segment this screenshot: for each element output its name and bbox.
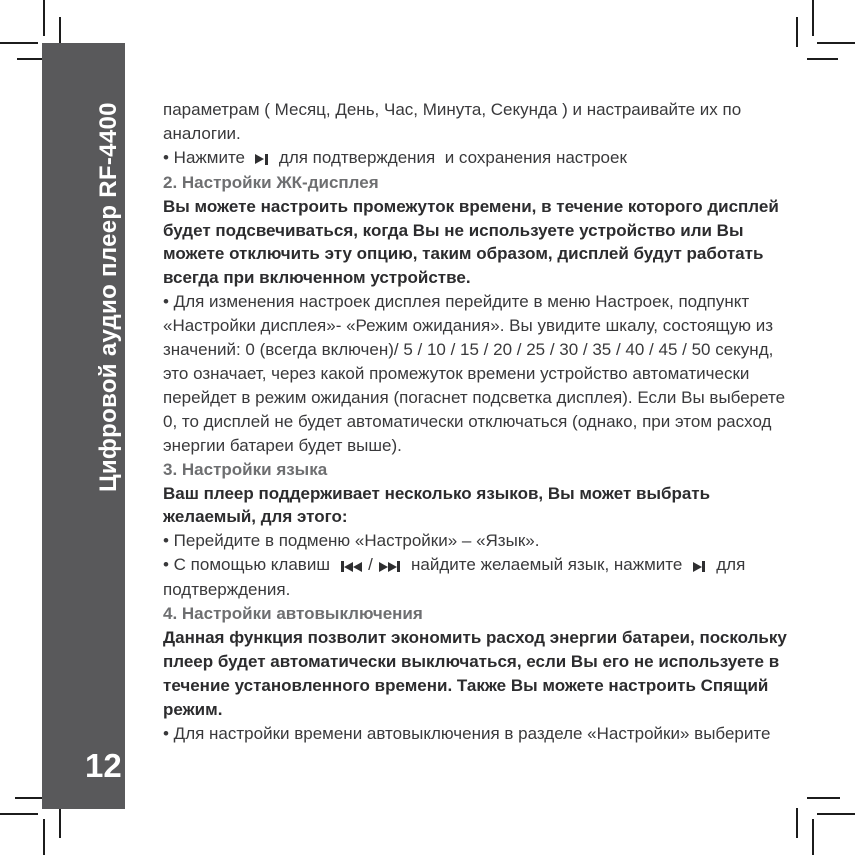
text-line: это означает, через какой промежуток времени устройство автоматически xyxy=(163,363,750,383)
text-line: • Нажмите для подтверждения и сохранения настроек xyxy=(163,146,853,171)
text-line: плеер будет автоматически выключаться, если Вы его не используете в xyxy=(163,651,780,671)
page-number: 12 xyxy=(85,747,122,784)
sidebar-product-title: Цифровой аудио плеер RF-4400 xyxy=(95,102,122,492)
text-line: течение установленного времени. Также Вы можете настроить Спящий xyxy=(163,675,769,695)
section-heading: 4. Настройки автовыключения xyxy=(163,604,423,624)
text-line: значений: 0 (всегда включен)/ 5 / 10 / 15 / 20 / 25 / 30 / 35 / 40 / 45 / 50 секунд, xyxy=(163,340,774,360)
prev-track-icon xyxy=(340,554,362,578)
crop-mark xyxy=(817,42,855,44)
text-line: • Для изменения настроек дисплея перейдите в меню Настроек, подпункт xyxy=(163,292,750,312)
crop-mark xyxy=(817,813,855,815)
text-line: Ваш плеер поддерживает несколько языков, Вы может выбрать xyxy=(163,483,711,503)
crop-mark xyxy=(0,813,38,815)
crop-mark xyxy=(59,808,61,838)
text-line: аналогии. xyxy=(163,123,241,143)
play-confirm-icon xyxy=(255,147,268,171)
text-line: режим. xyxy=(163,699,223,719)
crop-mark xyxy=(807,58,838,60)
crop-mark xyxy=(812,0,814,36)
text-line: • Перейдите в подменю «Настройки» – «Язык». xyxy=(163,531,540,551)
play-confirm-icon xyxy=(693,554,706,578)
next-track-icon xyxy=(379,554,401,578)
crop-mark xyxy=(43,0,45,36)
section-heading: 3. Настройки языка xyxy=(163,459,328,479)
text-line: будет подсвечиваться, когда Вы не используете устройство или Вы xyxy=(163,220,744,240)
text-line: параметрам ( Месяц, День, Час, Минута, Секунда ) и настраивайте их по xyxy=(163,100,742,119)
section-heading: 2. Настройки ЖК-дисплея xyxy=(163,172,379,192)
text-line: подтверждения. xyxy=(163,580,291,600)
crop-mark xyxy=(0,42,38,44)
text-line: можете отключить эту опцию, таким образом, дисплей будут работать xyxy=(163,244,764,264)
sidebar xyxy=(42,43,125,809)
crop-mark xyxy=(796,808,798,838)
text-line: желаемый, для этого: xyxy=(163,507,348,527)
text-line: Данная функция позволит экономить расход энергии батареи, поскольку xyxy=(163,627,787,647)
text-line: перейдет в режим ожидания (погаснет подсветка дисплея). Если Вы выберете xyxy=(163,387,786,407)
text-line: Вы можете настроить промежуток времени, в течение которого дисплей xyxy=(163,196,779,216)
text-line: • Для настройки времени автовыключения в разделе «Настройки» выберите xyxy=(163,723,771,743)
crop-mark xyxy=(812,819,814,855)
manual-content xyxy=(163,98,853,745)
crop-mark xyxy=(807,797,840,799)
text-line: • С помощью клавиш / найдите желаемый язык, нажмите для xyxy=(163,553,853,578)
crop-mark xyxy=(796,17,798,47)
text-line: «Настройки дисплея»- «Режим ожидания». Вы увидите шкалу, состоящую из xyxy=(163,316,774,336)
text-line: энергии батареи будет выше). xyxy=(163,435,402,455)
text-line: всегда при включенном устройстве. xyxy=(163,268,471,288)
crop-mark xyxy=(43,819,45,855)
text-line: 0, то дисплей не будет автоматически отключаться (однако, при этом расход xyxy=(163,411,772,431)
